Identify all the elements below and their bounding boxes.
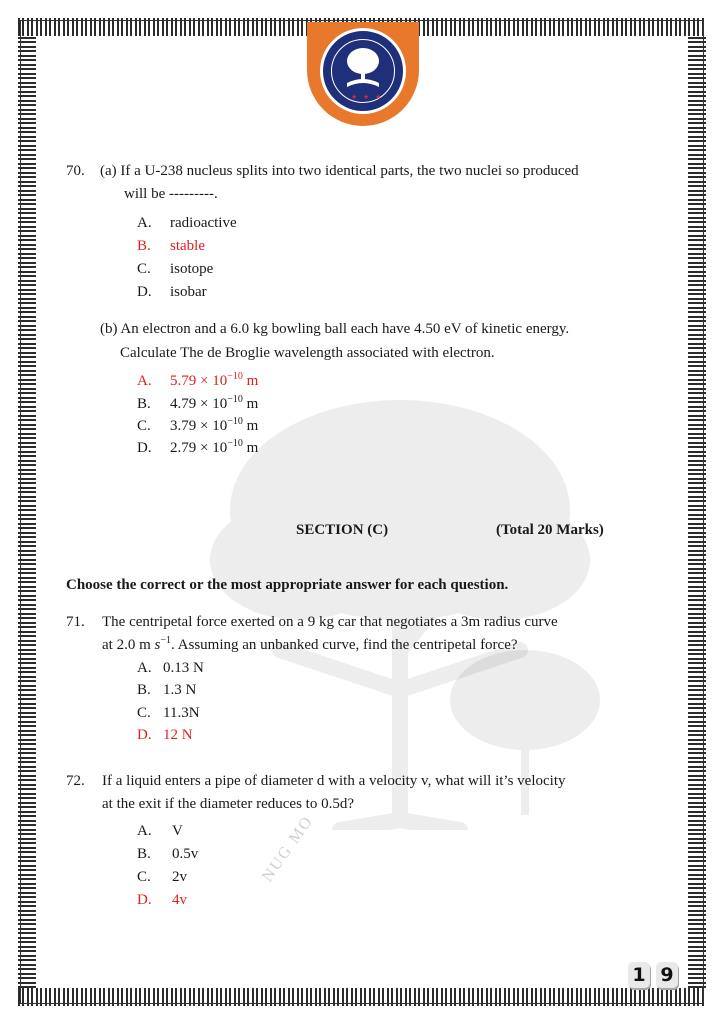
option-text: 0.13 N (163, 660, 204, 676)
option-letter: C. (137, 705, 151, 721)
option-letter: A. (137, 660, 152, 676)
section-instruction: Choose the correct or the most appropriate answer for each question. (66, 577, 509, 593)
question-70a-stem-line2: will be ---------. (124, 186, 218, 202)
option-letter: B. (137, 846, 151, 862)
option-text: 0.5v (172, 846, 199, 862)
option-letter: C. (137, 418, 151, 434)
question-70b-stem-line1: (b) An electron and a 6.0 kg bowling ball each have 4.50 eV of kinetic energy. (100, 321, 570, 337)
section-title: SECTION (C) (296, 522, 389, 538)
option-letter-correct: D. (137, 892, 152, 908)
option-letter: D. (137, 284, 152, 300)
page-number-digit: 9 (656, 962, 678, 988)
logo-stars-icon: ★ ★ ★ (351, 93, 384, 101)
question-71-stem-line1: The centripetal force exerted on a 9 kg car that negotiates a 3m radius curve (102, 614, 558, 630)
option-letter-correct: B. (137, 238, 151, 254)
option-letter: A. (137, 823, 152, 839)
section-marks: (Total 20 Marks) (496, 522, 604, 538)
page-number-digit: 1 (628, 962, 650, 988)
option-letter: A. (137, 215, 152, 231)
option-letter: B. (137, 682, 151, 698)
option-text: V (172, 823, 183, 839)
question-number: 72. (66, 773, 85, 789)
option-text: 11.3N (163, 705, 200, 721)
option-text-correct: 12 N (163, 727, 193, 743)
watermark-text: NUG MO (258, 812, 317, 885)
option-text: isobar (170, 284, 207, 300)
option-letter: C. (137, 261, 151, 277)
option-letter: D. (137, 440, 152, 456)
option-text: 2v (172, 869, 187, 885)
option-letter: C. (137, 869, 151, 885)
option-text-correct: $5.79 \times 10^{-10}$ m (170, 371, 259, 389)
question-70a-stem-line1: (a) If a U-238 nucleus splits into two identical parts, the two nuclei so produced (100, 163, 579, 179)
option-letter-correct: D. (137, 727, 152, 743)
option-text: radioactive (170, 215, 237, 231)
question-72-stem-line2: at the exit if the diameter reduces to 0.5d? (102, 796, 354, 812)
option-text: $2.79 \times 10^{-10}$ m (170, 438, 259, 456)
question-72-stem-line1: If a liquid enters a pipe of diameter d with a velocity v, what will it’s velocity (102, 773, 566, 789)
option-text: $4.79 \times 10^{-10}$ m (170, 394, 259, 412)
option-text-correct: stable (170, 238, 205, 254)
option-text: $3.79 \times 10^{-10}$ m (170, 416, 259, 434)
question-number: 70. (66, 163, 85, 179)
question-70b-stem-line2: Calculate The de Broglie wavelength associated with electron. (120, 345, 495, 361)
option-text-correct: 4v (172, 892, 187, 908)
question-number: 71. (66, 614, 85, 630)
option-text: isotope (170, 261, 214, 277)
option-text: 1.3 N (163, 682, 197, 698)
question-71-stem-line2: at 2.0 m $s^{-1}$. Assuming an unbanked curve, find the centripetal force? (102, 635, 518, 653)
option-letter-correct: A. (137, 373, 152, 389)
option-letter: B. (137, 396, 151, 412)
